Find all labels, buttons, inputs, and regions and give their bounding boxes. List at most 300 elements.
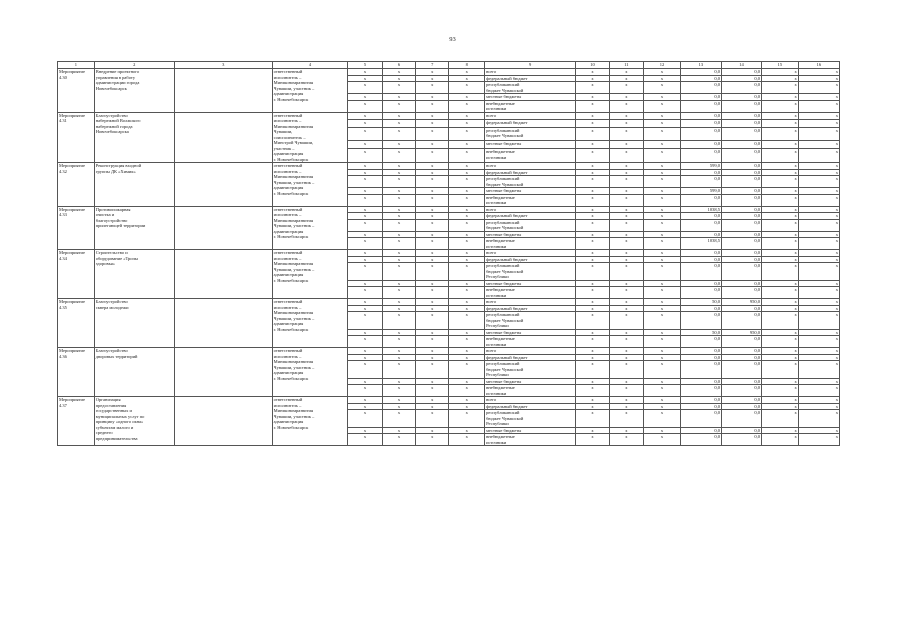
funding-source: внебюджетные источники bbox=[485, 385, 576, 397]
table-cell: х bbox=[644, 127, 681, 141]
table-cell: х bbox=[576, 194, 609, 206]
measure-id: Мероприятие 4.31 bbox=[58, 112, 95, 163]
table-cell: х bbox=[644, 280, 681, 287]
table-cell: 0,0 bbox=[721, 305, 761, 312]
table-cell: х bbox=[382, 263, 415, 281]
table-cell: х bbox=[609, 263, 643, 281]
table-cell: х bbox=[576, 299, 609, 306]
table-cell: х bbox=[762, 69, 799, 76]
table-cell: х bbox=[644, 219, 681, 231]
funding-source: республиканский бюджет Чувашской bbox=[485, 219, 576, 231]
measure-id: Мероприятие 4.35 bbox=[58, 299, 95, 348]
table-cell: х bbox=[762, 397, 799, 404]
table-cell: х bbox=[762, 163, 799, 170]
funding-source: всего bbox=[485, 348, 576, 355]
table-cell: х bbox=[609, 141, 643, 149]
table-cell: 0,0 bbox=[680, 94, 721, 101]
table-cell: х bbox=[576, 94, 609, 101]
table-cell: х bbox=[348, 141, 382, 149]
table-cell: х bbox=[382, 238, 415, 250]
table-cell: х bbox=[798, 287, 839, 299]
table-cell: х bbox=[798, 120, 839, 128]
table-cell: х bbox=[798, 348, 839, 355]
table-cell: х bbox=[576, 287, 609, 299]
table-cell: х bbox=[416, 112, 449, 120]
table-cell: х bbox=[644, 176, 681, 188]
table-cell: х bbox=[609, 163, 643, 170]
table-cell: х bbox=[576, 176, 609, 188]
table-cell: х bbox=[449, 127, 485, 141]
table-cell: х bbox=[416, 169, 449, 176]
table-cell: 0,0 bbox=[680, 120, 721, 128]
table-cell: х bbox=[609, 354, 643, 361]
column-number: 11 bbox=[609, 62, 643, 69]
table-cell: х bbox=[798, 100, 839, 112]
funding-source: всего bbox=[485, 299, 576, 306]
measure-id: Мероприятие 4.36 bbox=[58, 348, 95, 397]
table-cell: х bbox=[416, 329, 449, 336]
table-cell: х bbox=[644, 312, 681, 330]
table-cell: 0,0 bbox=[680, 176, 721, 188]
table-cell: х bbox=[576, 149, 609, 163]
measure-name: Противопожарная очистка и благоустройство прилегающей территории bbox=[94, 206, 174, 250]
table-cell: х bbox=[762, 120, 799, 128]
table-cell: х bbox=[644, 256, 681, 263]
table-cell: х bbox=[449, 141, 485, 149]
table-cell: 0,0 bbox=[721, 336, 761, 348]
empty-cell bbox=[174, 348, 272, 397]
table-cell: х bbox=[449, 287, 485, 299]
table-cell: 0,0 bbox=[680, 141, 721, 149]
table-cell: х bbox=[762, 434, 799, 446]
funding-source: всего bbox=[485, 250, 576, 257]
table-cell: х bbox=[576, 385, 609, 397]
table-cell: х bbox=[644, 238, 681, 250]
table-cell: х bbox=[644, 169, 681, 176]
table-cell: х bbox=[576, 250, 609, 257]
table-cell: х bbox=[416, 188, 449, 195]
table-cell: х bbox=[798, 403, 839, 410]
table-cell: х bbox=[644, 188, 681, 195]
measure-name: Внедрение проектного управления в работу администрации города Новочебоксарск bbox=[94, 69, 174, 113]
table-cell: х bbox=[348, 410, 382, 428]
table-cell: х bbox=[762, 250, 799, 257]
table-cell: х bbox=[449, 299, 485, 306]
table-cell: х bbox=[609, 206, 643, 213]
table-cell: х bbox=[576, 75, 609, 82]
funding-source: республиканский бюджет Чувашской Республики bbox=[485, 410, 576, 428]
table-cell: х bbox=[762, 263, 799, 281]
table-cell: х bbox=[609, 378, 643, 385]
table-cell: х bbox=[609, 188, 643, 195]
table-cell: х bbox=[382, 163, 415, 170]
table-cell: х bbox=[416, 312, 449, 330]
table-cell: х bbox=[382, 299, 415, 306]
table-cell: х bbox=[382, 75, 415, 82]
table-cell: х bbox=[348, 329, 382, 336]
header-row bbox=[58, 62, 840, 69]
table-cell: х bbox=[644, 75, 681, 82]
table-cell: 0,0 bbox=[721, 287, 761, 299]
table-cell: х bbox=[762, 94, 799, 101]
funding-source: внебюджетные источники bbox=[485, 336, 576, 348]
table-cell: х bbox=[382, 312, 415, 330]
table-cell: х bbox=[416, 94, 449, 101]
table-cell: х bbox=[644, 82, 681, 94]
table-cell: х bbox=[609, 149, 643, 163]
table-cell: х bbox=[576, 427, 609, 434]
table-cell: х bbox=[762, 329, 799, 336]
table-cell: х bbox=[644, 336, 681, 348]
executor: ответственный исполнитель – Минэкономразвития Чувашии, участник – администрация г. Новочебоксарск bbox=[272, 206, 348, 250]
table-cell: х bbox=[576, 312, 609, 330]
table-cell: х bbox=[449, 305, 485, 312]
table-cell: х bbox=[609, 169, 643, 176]
table-cell: х bbox=[348, 263, 382, 281]
table-cell: х bbox=[576, 163, 609, 170]
table-cell: х bbox=[416, 120, 449, 128]
table-cell: 0,0 bbox=[680, 410, 721, 428]
funding-source: федеральный бюджет bbox=[485, 120, 576, 128]
table-cell: 0,0 bbox=[721, 403, 761, 410]
table-cell: 0,0 bbox=[680, 378, 721, 385]
table-cell: х bbox=[762, 100, 799, 112]
table-cell: х bbox=[762, 385, 799, 397]
table-cell: х bbox=[644, 213, 681, 220]
table-cell: 599,0 bbox=[680, 188, 721, 195]
table-cell: х bbox=[798, 299, 839, 306]
table-cell: 0,0 bbox=[680, 427, 721, 434]
table-cell: х bbox=[609, 100, 643, 112]
column-number: 9 bbox=[485, 62, 576, 69]
table-cell: х bbox=[609, 280, 643, 287]
table-cell: х bbox=[762, 206, 799, 213]
table-cell: 950,0 bbox=[721, 329, 761, 336]
table-cell: х bbox=[798, 149, 839, 163]
table-cell: х bbox=[449, 354, 485, 361]
table-cell: х bbox=[762, 336, 799, 348]
table-cell: 0,0 bbox=[680, 287, 721, 299]
table-cell: х bbox=[762, 410, 799, 428]
table-cell: 0,0 bbox=[680, 169, 721, 176]
table-cell: х bbox=[348, 361, 382, 379]
table-cell: 0,0 bbox=[680, 250, 721, 257]
table-cell: 0,0 bbox=[721, 348, 761, 355]
column-number: 14 bbox=[721, 62, 761, 69]
table-cell: х bbox=[348, 69, 382, 76]
table-cell: х bbox=[798, 329, 839, 336]
table-cell: х bbox=[576, 378, 609, 385]
funding-source: местные бюджеты bbox=[485, 378, 576, 385]
column-number: 4 bbox=[272, 62, 348, 69]
table-cell: х bbox=[449, 69, 485, 76]
funding-source: республиканский бюджет Чувашской bbox=[485, 82, 576, 94]
table-cell: х bbox=[449, 348, 485, 355]
table-cell: 0,0 bbox=[721, 219, 761, 231]
table-cell: х bbox=[348, 231, 382, 238]
table-cell: х bbox=[382, 397, 415, 404]
table-cell: х bbox=[644, 149, 681, 163]
table-cell: х bbox=[762, 82, 799, 94]
column-number: 6 bbox=[382, 62, 415, 69]
table-cell: х bbox=[449, 385, 485, 397]
table-cell: х bbox=[382, 194, 415, 206]
measure-name: Благоустройство сквера молодежи bbox=[94, 299, 174, 348]
table-cell: х bbox=[609, 397, 643, 404]
table-cell: х bbox=[416, 75, 449, 82]
table-cell: х bbox=[449, 100, 485, 112]
table-cell: х bbox=[798, 336, 839, 348]
table-cell: х bbox=[576, 348, 609, 355]
funding-source: всего bbox=[485, 206, 576, 213]
table-cell: х bbox=[576, 263, 609, 281]
table-cell: х bbox=[798, 169, 839, 176]
funding-source: внебюджетные источники bbox=[485, 434, 576, 446]
table-cell: х bbox=[449, 94, 485, 101]
table-cell: х bbox=[609, 69, 643, 76]
table-cell: х bbox=[798, 378, 839, 385]
table-cell: х bbox=[609, 329, 643, 336]
table-cell: х bbox=[416, 263, 449, 281]
table-cell: х bbox=[416, 256, 449, 263]
table-cell: х bbox=[609, 385, 643, 397]
table-cell: х bbox=[416, 427, 449, 434]
table-cell: х bbox=[348, 238, 382, 250]
table-cell: х bbox=[382, 94, 415, 101]
table-cell: х bbox=[762, 127, 799, 141]
table-cell: х bbox=[798, 280, 839, 287]
table-cell: х bbox=[449, 361, 485, 379]
measure-name: Строительство и оборудование «Тропы здоровья» bbox=[94, 250, 174, 299]
funding-source: федеральный бюджет bbox=[485, 75, 576, 82]
table-cell: х bbox=[644, 112, 681, 120]
table-cell: х bbox=[762, 213, 799, 220]
table-cell: х bbox=[348, 354, 382, 361]
funding-source: всего bbox=[485, 397, 576, 404]
funding-source: внебюджетные источники bbox=[485, 149, 576, 163]
table-cell: х bbox=[416, 219, 449, 231]
table-cell: х bbox=[449, 82, 485, 94]
table-cell: х bbox=[382, 149, 415, 163]
table-cell: х bbox=[576, 82, 609, 94]
table-cell: 0,0 bbox=[721, 354, 761, 361]
table-cell: х bbox=[762, 219, 799, 231]
table-cell: х bbox=[644, 163, 681, 170]
column-number: 15 bbox=[762, 62, 799, 69]
table-cell: х bbox=[382, 305, 415, 312]
column-number: 12 bbox=[644, 62, 681, 69]
table-cell: х bbox=[644, 231, 681, 238]
funding-source: федеральный бюджет bbox=[485, 403, 576, 410]
table-cell: 1038,5 bbox=[680, 206, 721, 213]
table-cell: х bbox=[576, 127, 609, 141]
table-cell: х bbox=[382, 280, 415, 287]
table-cell: х bbox=[644, 263, 681, 281]
empty-cell bbox=[174, 299, 272, 348]
table-cell: х bbox=[644, 397, 681, 404]
table-cell: 0,0 bbox=[721, 378, 761, 385]
table-cell: х bbox=[348, 169, 382, 176]
table-cell: х bbox=[382, 361, 415, 379]
table-cell: х bbox=[609, 250, 643, 257]
table-cell: х bbox=[348, 348, 382, 355]
table-cell: 0,0 bbox=[721, 410, 761, 428]
table-cell: х bbox=[416, 361, 449, 379]
table-cell: х bbox=[416, 176, 449, 188]
table-cell: х bbox=[449, 336, 485, 348]
column-number: 16 bbox=[798, 62, 839, 69]
table-cell: х bbox=[416, 194, 449, 206]
table-cell: х bbox=[416, 410, 449, 428]
table-cell: х bbox=[644, 305, 681, 312]
table-cell: х bbox=[576, 231, 609, 238]
table-cell: х bbox=[416, 336, 449, 348]
table-cell: х bbox=[382, 354, 415, 361]
table-row bbox=[58, 112, 840, 120]
table-cell: х bbox=[382, 256, 415, 263]
table-cell: х bbox=[449, 280, 485, 287]
table-cell: 0,0 bbox=[721, 361, 761, 379]
table-cell: х bbox=[798, 75, 839, 82]
table-cell: 0,0 bbox=[721, 120, 761, 128]
executor: ответственный исполнитель – Минэкономразвития Чувашии, участник – администрация г. Новочебоксарск bbox=[272, 348, 348, 397]
column-number: 1 bbox=[58, 62, 95, 69]
funding-source: местные бюджеты bbox=[485, 94, 576, 101]
table-cell: х bbox=[416, 149, 449, 163]
table-cell: 0,0 bbox=[721, 176, 761, 188]
measure-name: Благоустройство набережной Волжского набережной города Новочебоксарска bbox=[94, 112, 174, 163]
table-cell: х bbox=[576, 305, 609, 312]
table-cell: х bbox=[576, 238, 609, 250]
table-cell: х bbox=[449, 312, 485, 330]
table-cell: х bbox=[382, 120, 415, 128]
table-cell: х bbox=[416, 354, 449, 361]
page-number: 93 bbox=[449, 36, 456, 43]
table-cell: х bbox=[762, 378, 799, 385]
table-cell: х bbox=[449, 410, 485, 428]
empty-cell bbox=[174, 69, 272, 113]
table-cell: х bbox=[576, 280, 609, 287]
table-cell: х bbox=[449, 75, 485, 82]
table-cell: 0,0 bbox=[680, 75, 721, 82]
table-cell: 0,0 bbox=[680, 100, 721, 112]
table-cell: х bbox=[382, 250, 415, 257]
table-cell: х bbox=[798, 397, 839, 404]
table-cell: х bbox=[382, 69, 415, 76]
funding-source: местные бюджеты bbox=[485, 427, 576, 434]
table-cell: х bbox=[449, 120, 485, 128]
funding-source: всего bbox=[485, 69, 576, 76]
table-cell: х bbox=[416, 299, 449, 306]
table-cell: х bbox=[449, 427, 485, 434]
table-cell: 0,0 bbox=[680, 348, 721, 355]
table-cell: х bbox=[382, 141, 415, 149]
table-cell: х bbox=[449, 112, 485, 120]
table-cell: 0,0 bbox=[680, 403, 721, 410]
table-cell: х bbox=[576, 100, 609, 112]
table-cell: х bbox=[576, 188, 609, 195]
table-cell: х bbox=[609, 312, 643, 330]
table-cell: х bbox=[762, 176, 799, 188]
table-cell: 50,0 bbox=[680, 329, 721, 336]
funding-source: местные бюджеты bbox=[485, 141, 576, 149]
table-cell: х bbox=[348, 299, 382, 306]
table-cell: х bbox=[798, 213, 839, 220]
table-cell: х bbox=[416, 213, 449, 220]
table-cell: х bbox=[382, 100, 415, 112]
table-cell: х bbox=[576, 329, 609, 336]
table-cell: 0,0 bbox=[680, 305, 721, 312]
table-cell: х bbox=[348, 287, 382, 299]
funding-source: республиканский бюджет Чувашской Республики bbox=[485, 312, 576, 330]
table-cell: х bbox=[644, 206, 681, 213]
table-cell: х bbox=[449, 403, 485, 410]
table-cell: х bbox=[449, 263, 485, 281]
table-cell: 0,0 bbox=[680, 213, 721, 220]
table-cell: х bbox=[644, 354, 681, 361]
table-cell: х bbox=[382, 385, 415, 397]
table-cell: 0,0 bbox=[721, 397, 761, 404]
table-cell: х bbox=[644, 141, 681, 149]
table-cell: х bbox=[382, 336, 415, 348]
table-cell: х bbox=[348, 219, 382, 231]
table-cell: х bbox=[762, 403, 799, 410]
table-cell: 0,0 bbox=[680, 112, 721, 120]
table-cell: х bbox=[798, 410, 839, 428]
table-cell: х bbox=[416, 385, 449, 397]
executor: ответственный исполнитель – Минэкономразвития Чувашии, участник – администрация г. Новочебоксарск bbox=[272, 299, 348, 348]
table-cell: 0,0 bbox=[721, 188, 761, 195]
table-cell: 0,0 bbox=[721, 100, 761, 112]
table-cell: 0,0 bbox=[721, 149, 761, 163]
budget-table bbox=[57, 61, 840, 446]
table-cell: 0,0 bbox=[680, 354, 721, 361]
table-cell: х bbox=[762, 231, 799, 238]
table-cell: х bbox=[798, 163, 839, 170]
table-cell: х bbox=[576, 361, 609, 379]
table-cell: х bbox=[416, 231, 449, 238]
table-cell: х bbox=[348, 385, 382, 397]
table-cell: х bbox=[644, 329, 681, 336]
table-cell: х bbox=[762, 169, 799, 176]
table-cell: х bbox=[348, 427, 382, 434]
table-cell: х bbox=[416, 163, 449, 170]
measure-id: Мероприятие 4.37 bbox=[58, 397, 95, 446]
table-cell: х bbox=[576, 397, 609, 404]
table-cell: х bbox=[348, 213, 382, 220]
table-cell: х bbox=[348, 256, 382, 263]
table-cell: 0,0 bbox=[721, 434, 761, 446]
column-number: 7 bbox=[416, 62, 449, 69]
table-cell: х bbox=[644, 361, 681, 379]
funding-source: всего bbox=[485, 163, 576, 170]
table-cell: х bbox=[348, 163, 382, 170]
table-cell: х bbox=[798, 176, 839, 188]
table-cell: х bbox=[798, 188, 839, 195]
table-cell: х bbox=[762, 141, 799, 149]
table-cell: х bbox=[576, 69, 609, 76]
table-cell: х bbox=[382, 329, 415, 336]
table-cell: 0,0 bbox=[680, 361, 721, 379]
table-cell: х bbox=[762, 312, 799, 330]
table-cell: х bbox=[449, 329, 485, 336]
table-cell: х bbox=[762, 75, 799, 82]
table-cell: х bbox=[644, 250, 681, 257]
table-cell: 50,0 bbox=[680, 299, 721, 306]
table-cell: х bbox=[609, 127, 643, 141]
table-cell: х bbox=[609, 410, 643, 428]
table-cell: 0,0 bbox=[721, 141, 761, 149]
